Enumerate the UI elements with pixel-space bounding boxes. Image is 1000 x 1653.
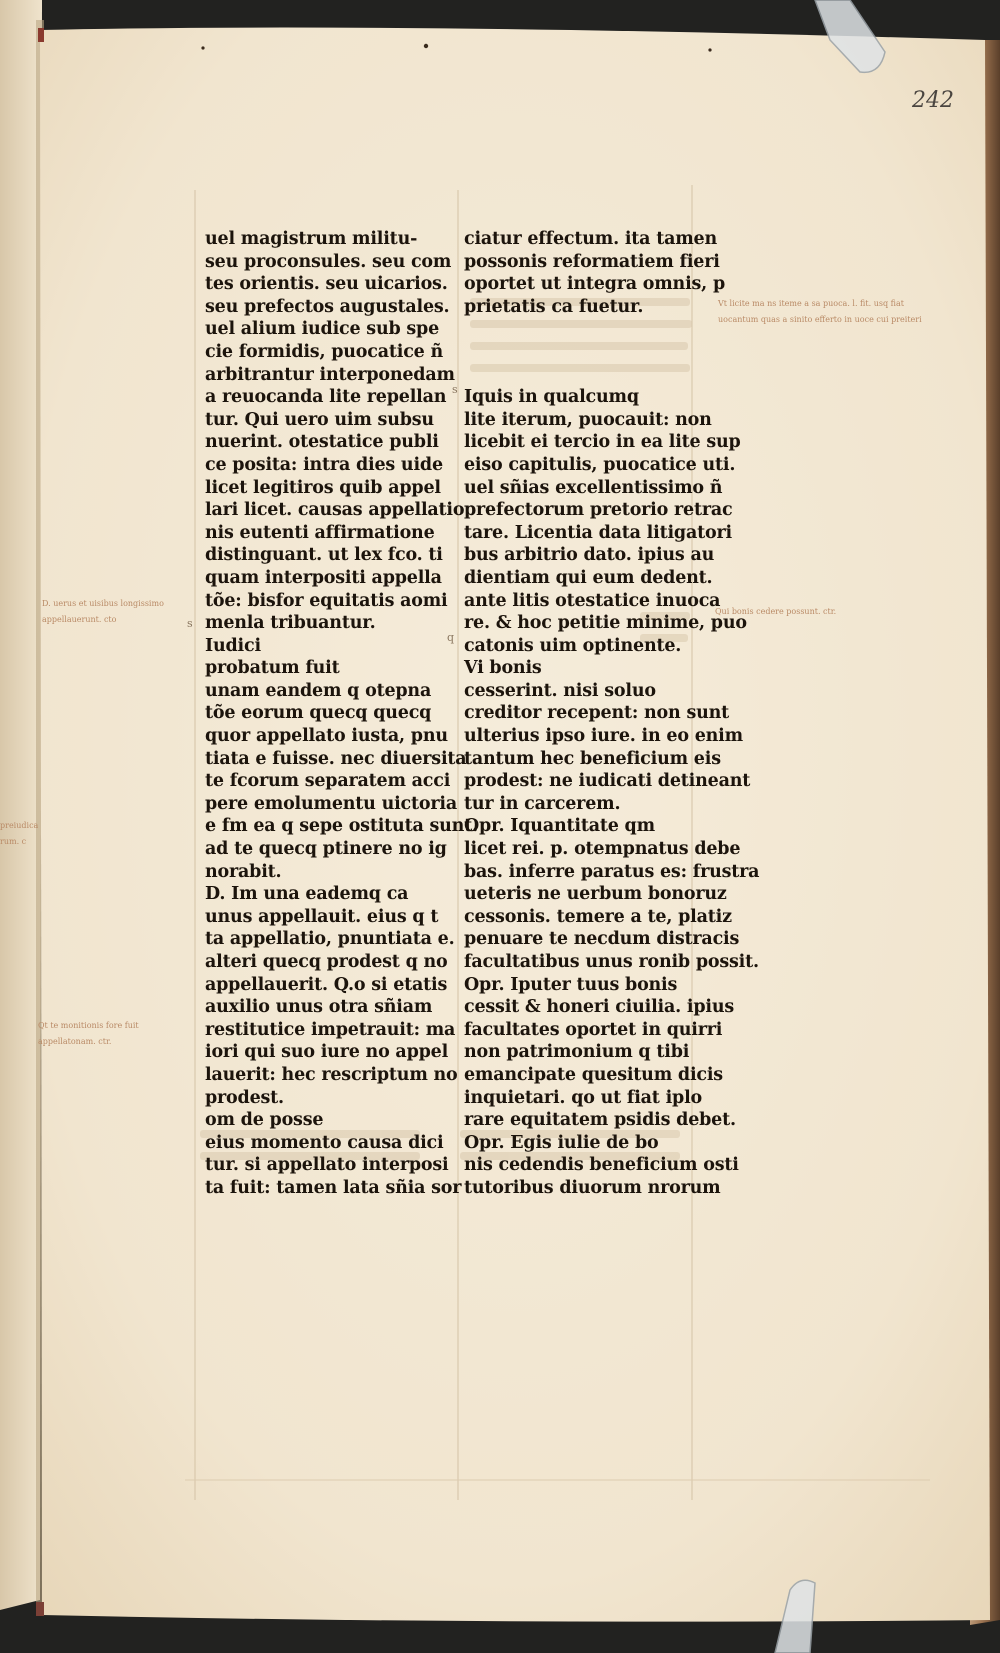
text-line: om de posse [205, 1110, 324, 1131]
pricking-hole [708, 48, 711, 51]
text-line: Opr. Iquantitate qm [464, 816, 655, 837]
text-line: alteri quecq prodest q no [205, 952, 448, 972]
text-line: tõe eorum quecq quecq [205, 703, 432, 724]
text-line: eiso capitulis, puocatice uti. [464, 454, 736, 475]
gloss-line: Qt te monitionis fore fuit [38, 1021, 139, 1030]
text-line: cesserint. nisi soluo [464, 680, 656, 701]
text-line: bus arbitrio dato. ipius au [464, 545, 715, 566]
text-line: prodest. [205, 1087, 284, 1108]
margin-gloss-right-top [718, 296, 922, 328]
text-line: ta appellatio, pnuntiata e. [205, 929, 455, 950]
left-leaf-edge [0, 0, 42, 1610]
gloss-line: Vt licite ma ns iteme a sa puoca. l. fit. usq fiat [718, 299, 904, 308]
text-line: D. Im una eademq ca [205, 884, 409, 905]
text-line: probatum fuit [205, 658, 340, 679]
text-line: arbitrantur interponedam [205, 364, 455, 385]
margin-gloss-left-upper [42, 596, 164, 628]
text-line: tur. Qui uero uim subsu [205, 409, 434, 430]
text-line: Vi bonis [464, 658, 542, 679]
text-line: e fm ea q sepe ostituta sunt. [205, 816, 478, 837]
text-line: tes orientis. seu uicarios. [205, 274, 448, 295]
text-line: re. & hoc petitie minime, puo [464, 613, 747, 634]
text-line: ulterius ipso iure. in eo enim [464, 726, 743, 747]
gloss-line: uocantum quas a sinito efferto in uoce cui preiteri [718, 315, 922, 324]
text-line: restitutice impetrauit: ma [205, 1019, 456, 1040]
text-line: a reuocanda lite repellan [205, 387, 447, 408]
text-line: ciatur effectum. ita tamen [464, 229, 718, 249]
text-line: quam interpositi appella [205, 567, 442, 588]
text-line: seu proconsules. seu com [205, 251, 452, 272]
text-line: norabit. [205, 861, 282, 882]
gloss-line: Qui bonis cedere possunt. ctr. [715, 607, 837, 616]
margin-gloss-right-middle [715, 604, 836, 620]
text-line: ueteris ne uerbum bonoruz [464, 884, 727, 905]
text-line: tur in carcerem. [464, 793, 621, 814]
text-line: seu prefectos augustales. [205, 296, 450, 317]
text-line: uel sñias excellentissimo ñ [464, 477, 723, 498]
text-line: tõe: bisfor equitatis aomi [205, 590, 448, 611]
text-line: emancipate quesitum dicis [464, 1064, 723, 1085]
text-line: prodest: ne iudicati detineant [464, 771, 751, 792]
text-line: facultatibus unus ronib possit. [464, 952, 759, 972]
text-line: lari licet. causas appellatio [205, 500, 465, 521]
text-line: nis cedendis beneficium osti [464, 1155, 739, 1176]
text-line: ta fuit: tamen lata sñia sor [205, 1177, 462, 1198]
text-line: unus appellauit. eius q t [205, 906, 439, 927]
text-line: auxilio unus otra sñiam [205, 997, 433, 1018]
text-line: cessit & honeri ciuilia. ipius [464, 997, 735, 1018]
gloss-line: D. uerus et uisibus longissimo [42, 599, 164, 608]
margin-gloss-left-lower [38, 1018, 139, 1050]
text-line [464, 364, 704, 387]
text-line: distinguant. ut lex fco. ti [205, 545, 443, 566]
text-line: bas. inferre paratus es: frustra [464, 861, 760, 882]
text-line: tantum hec beneficium eis [464, 748, 721, 769]
binding-thread [38, 28, 44, 42]
text-line: catonis uim optinente. [464, 635, 682, 656]
text-line: licet rei. p. otempnatus debe [464, 839, 741, 860]
text-line: nis eutenti affirmatione [205, 522, 435, 543]
text-line: unam eandem q otepna [205, 680, 432, 701]
text-line: Iquis in qualcumq [464, 387, 639, 408]
text-line: ante litis otestatice inuoca [464, 590, 721, 611]
text-line: iori qui suo iure no appel [205, 1042, 449, 1063]
text-line: cie formidis, puocatice ñ [205, 341, 444, 362]
text-line: tiata e fuisse. nec diuersita [205, 748, 467, 769]
text-line: Opr. Egis iulie de bo [464, 1132, 659, 1153]
text-line: Iudici [205, 635, 261, 656]
binding-thread [36, 1602, 44, 1616]
text-line: licet legitiros quib appel [205, 477, 441, 498]
text-line: possonis reformatiem fieri [464, 251, 720, 272]
text-line: uel alium iudice sub spe [205, 319, 440, 340]
text-line: te fcorum separatem acci [205, 771, 451, 792]
text-line: ce posita: intra dies uide [205, 454, 443, 475]
text-column-right [464, 228, 760, 1200]
text-line: penuare te necdum distracis [464, 929, 740, 950]
text-line: rare equitatem psidis debet. [464, 1110, 736, 1131]
text-line: licebit ei tercio in ea lite sup [464, 432, 741, 453]
text-line: lauerit: hec rescriptum no [205, 1064, 458, 1085]
text-line: menla tribuantur. [205, 613, 376, 634]
gloss-line: preiudica [0, 821, 39, 830]
text-line: cessonis. temere a te, platiz [464, 906, 732, 927]
pricking-hole [424, 44, 428, 48]
text-line: oportet ut integra omnis, p [464, 274, 726, 295]
gloss-line: appellauerunt. cto [42, 615, 117, 624]
text-line: prefectorum pretorio retrac [464, 500, 733, 521]
gloss-line: appellatonam. ctr. [38, 1037, 112, 1046]
text-column-left [205, 228, 478, 1200]
text-line: tare. Licentia data litigatori [464, 522, 732, 543]
text-line: pere emolumentu uictoria [205, 793, 457, 814]
text-line: inquietari. qo ut fiat iplo [464, 1087, 702, 1108]
text-line [464, 341, 704, 364]
text-line: eius momento causa dici [205, 1132, 444, 1153]
text-line: creditor recepent: non sunt [464, 703, 730, 724]
guide-letter: s [452, 383, 458, 396]
gloss-line: rum. c [0, 837, 27, 846]
margin-gloss-left-edge [0, 818, 38, 850]
folio-number: 242 [912, 88, 954, 113]
text-line: facultates oportet in quirri [464, 1019, 723, 1040]
text-line: tutoribus diuorum nrorum [464, 1177, 721, 1198]
text-line: non patrimonium q tibi [464, 1042, 690, 1063]
text-line: dientiam qui eum dedent. [464, 567, 713, 588]
guide-letter: q [447, 631, 455, 644]
text-line [464, 318, 704, 341]
pricking-hole [201, 46, 204, 49]
text-line: Opr. Iputer tuus bonis [464, 974, 678, 995]
guide-letter: s [187, 617, 193, 630]
text-line: quor appellato iusta, pnu [205, 726, 448, 747]
text-line: nuerint. otestatice publi [205, 432, 439, 453]
text-line: prietatis ca fuetur. [464, 296, 644, 317]
text-line: ad te quecq ptinere no ig [205, 839, 447, 860]
text-line: appellauerit. Q.o si etatis [205, 974, 448, 995]
text-line: uel magistrum militu- [205, 229, 418, 249]
text-line: lite iterum, puocauit: non [464, 409, 712, 430]
text-line: tur. si appellato interposi [205, 1155, 449, 1176]
